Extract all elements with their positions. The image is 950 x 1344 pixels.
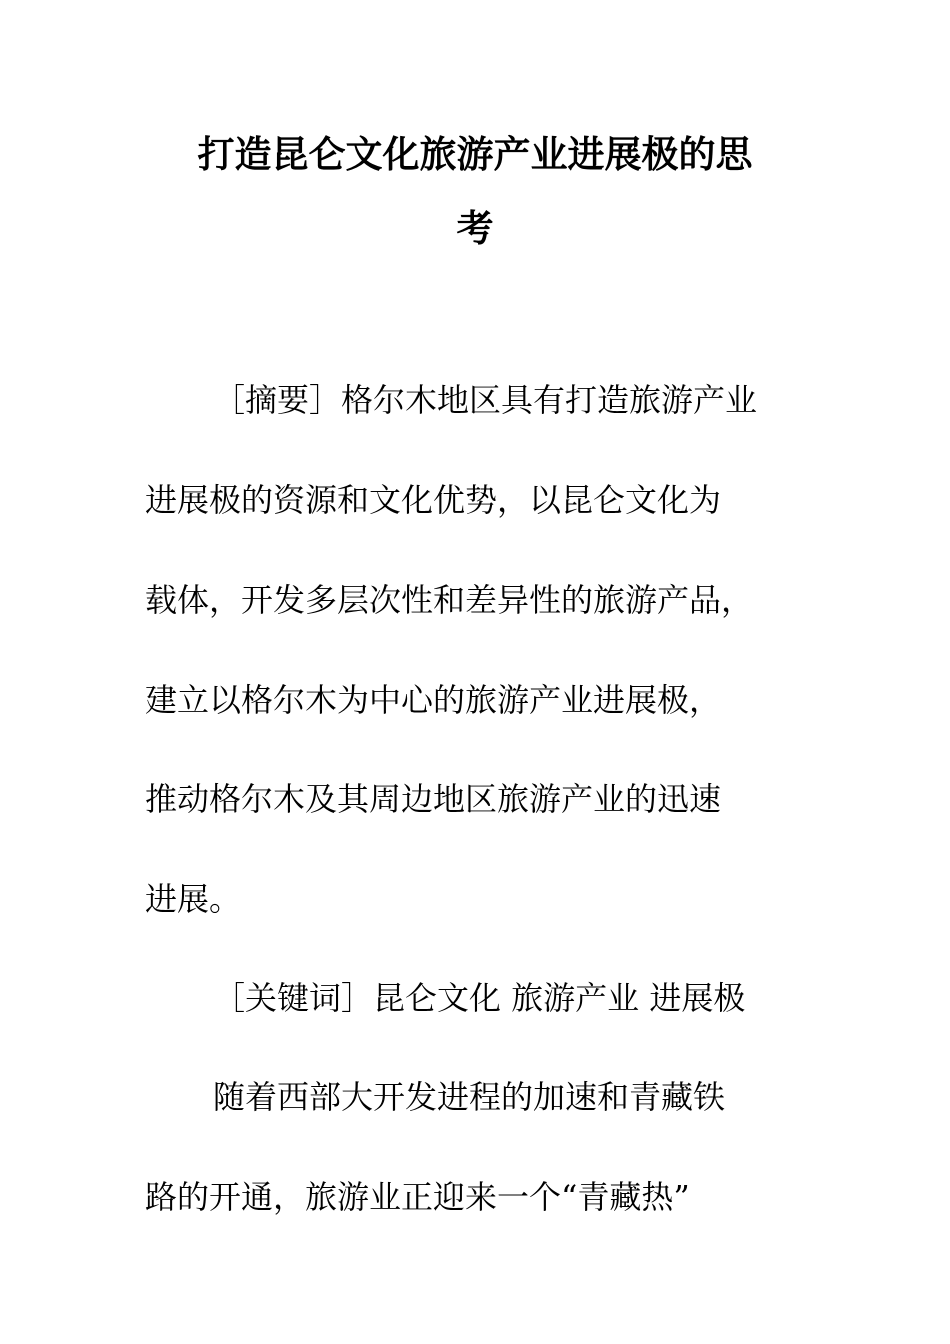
abstract-line-6: 进展。 <box>145 880 242 918</box>
abstract-line-5: 推动格尔木及其周边地区旅游产业的迅速 <box>145 780 722 818</box>
document-title-line-1: 打造昆仑文化旅游产业进展极的思 <box>197 133 753 176</box>
keywords-line: ［关键词］昆仑文化 旅游产业 进展极 <box>213 979 746 1017</box>
abstract-line-3: 载体，开发多层次性和差异性的旅游产品， <box>145 581 754 619</box>
document-title-line-2: 考 <box>456 207 494 250</box>
body-line-1: 随着西部大开发进程的加速和青藏铁 <box>213 1078 726 1116</box>
body-line-2: 路的开通，旅游业正迎来一个“青藏热” <box>145 1178 690 1216</box>
abstract-line-4: 建立以格尔木为中心的旅游产业进展极， <box>145 681 722 719</box>
abstract-line-2: 进展极的资源和文化优势，以昆仑文化为 <box>145 481 722 519</box>
abstract-line-1: ［摘要］格尔木地区具有打造旅游产业 <box>213 381 758 419</box>
